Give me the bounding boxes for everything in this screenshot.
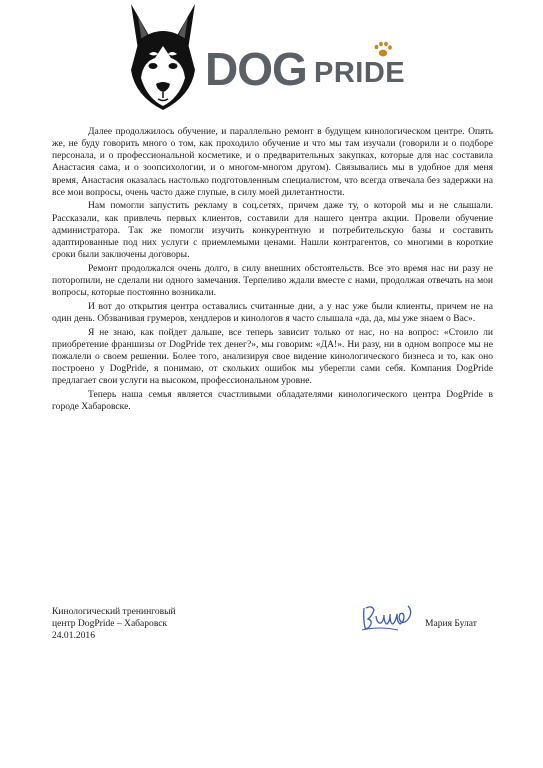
letter-paragraph: Я не знаю, как пойдет дальше, все теперь зависит только от нас, но на вопрос: «Стоило ли приобретение франшизы от DogPride тех денег?», мы говорим: «ДА!». Ни разу, ни в одном вопросе мы не пожалели о своем решении. Более того, анализируя свое видение кинологического бизнеса и то, как оно построено у DogPride, я понимаю, от скольких ошибок мы уберегли сами себя. Компания DogPride предлагает свои услуги на высоком, профессиональном уровне. bbox=[52, 326, 493, 387]
dogpride-logo bbox=[125, 0, 435, 112]
logo-text-pride: PRIDE bbox=[314, 57, 406, 89]
org-name-line1: Кинологический тренинговый bbox=[52, 606, 176, 617]
letter-paragraph: Далее продолжилось обучение, и параллельно ремонт в будущем кинологическом центре. Опять же, не буду говорить много о том, как проходило обучение и что мы там изучали (говорили и о подборе персонала, и о профессиональной косметике, и о предварительных закупках, которые для нас составила Анастасия сама, и о зоопсихологии, и о многом-многом другом). Связывались мы в удобное для меня время, Анастасия оказалась настолько подготовленным специалистом, что всегда отвечала без задержки на все мои вопросы, очень часто даже глупые, в силу моей дилетантности. bbox=[52, 126, 493, 198]
letter-paragraph: Ремонт продолжался очень долго, в силу внешних обстоятельств. Все это время нас ни разу не поторопили, не сделали ни одного замечания. Терпеливо ждали вместе с нами, продолжая отвечать на мои вопросы, которые постоянно возникали. bbox=[52, 262, 493, 299]
paw-print-icon bbox=[375, 42, 392, 57]
sender-block bbox=[52, 606, 176, 643]
logo-text-dog: DOG bbox=[205, 43, 307, 95]
handwritten-signature bbox=[360, 600, 416, 638]
org-name-line2: центр DogPride – Хабаровск bbox=[52, 618, 168, 630]
letter-paragraph: Теперь наша семья является счастливыми обладателями кинологического центра DogPride в городе Хабаровске. bbox=[52, 388, 493, 412]
husky-dog-head-icon bbox=[131, 4, 195, 110]
letter-body bbox=[52, 126, 493, 415]
letter-paragraph: Нам помогли запустить рекламу в соц.сетях, причем даже ту, о которой мы и не слышали. Рассказали, как привлечь первых клиентов, составили для нашего центра акции. Провели обучение администратора. Так же помогли изучить конкурентную и потребительскую базы и составить адаптированные под них услуги с приемлемыми ценами. Нашли контрагентов, со многими в короткие сроки были заключены договоры. bbox=[52, 200, 493, 261]
letter-date: 24.01.2016 bbox=[52, 630, 95, 642]
letter-paragraph: И вот до открытия центра оставались считанные дни, а у нас уже были клиенты, причем не на один день. Обзванивая грумеров, хендлеров и кинологов я часто слышала «да, да, мы уже знаем о Вас». bbox=[52, 300, 493, 324]
signer-name: Мария Булат bbox=[425, 618, 477, 629]
